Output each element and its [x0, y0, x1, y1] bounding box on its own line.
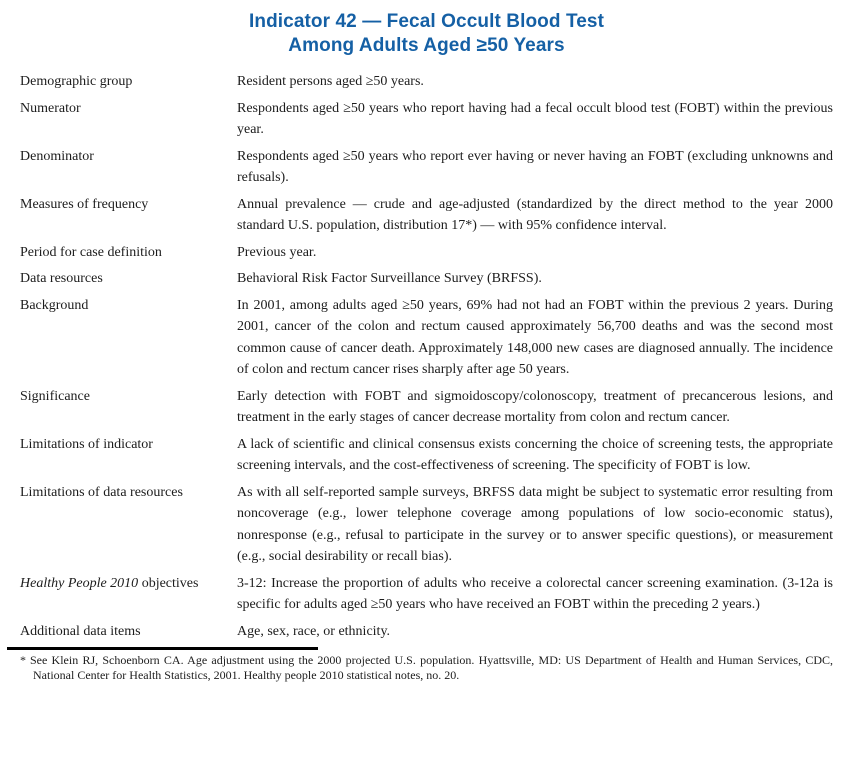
table-row-period-for-case-definition: [20, 242, 833, 264]
row-text: Respondents aged ≥50 years who report ever having or never having an FOBT (excluding unknowns and refusals).: [237, 148, 833, 185]
row-label: Denominator: [20, 148, 94, 164]
row-text: Respondents aged ≥50 years who report having had a fecal occult blood test (FOBT) within the previous year.: [237, 100, 833, 137]
title-line-2: Among Adults Aged ≥50 Years: [288, 35, 565, 56]
table-row-significance: [20, 386, 833, 429]
table-row-additional-data-items: [20, 621, 833, 643]
row-label: Background: [20, 297, 89, 313]
row-label: Limitations of data resources: [20, 484, 183, 500]
table-row-measures-of-frequency: [20, 194, 833, 237]
row-label: Numerator: [20, 100, 81, 116]
row-label: [20, 573, 237, 616]
table-row-demographic-group: [20, 71, 833, 93]
footnote-text: See Klein RJ, Schoenborn CA. Age adjustment using the 2000 projected U.S. population. Hyattsville, MD: US Department of Health and Human Services, CDC, National Center for Health Statistics, 2001. Healthy people 2010 statistical notes, no. 20.: [30, 653, 833, 682]
row-text: A lack of scientific and clinical consensus exists concerning the choice of screening tests, the appropriate screening intervals, and the cost-effectiveness of screening. The specificity of FOBT is low.: [237, 436, 833, 473]
footnote-marker: *: [20, 653, 26, 667]
table-row-denominator: [20, 146, 833, 189]
table-row-healthy-people-2010-objectives: [20, 573, 833, 616]
row-label: Significance: [20, 388, 90, 404]
row-label-italic-part: Healthy People 2010: [20, 575, 139, 591]
row-label: Measures of frequency: [20, 196, 149, 212]
table-row-data-resources: [20, 268, 833, 290]
row-label: Limitations of indicator: [20, 436, 153, 452]
table-row-numerator: [20, 98, 833, 141]
row-text: Annual prevalence — crude and age-adjusted (standardized by the direct method to the year 2000 standard U.S. population, distribution 17*) — with 95% confidence interval.: [237, 196, 833, 233]
row-text: In 2001, among adults aged ≥50 years, 69% had not had an FOBT within the previous 2 years. During 2001, cancer of the colon and rectum caused approximately 56,700 deaths and was the second most common cause of cancer death. Approximately 148,000 new cases are diagnosed annually. The incidence of colon and rectum cancer rises sharply after age 50 years.: [237, 297, 833, 377]
row-text: Previous year.: [237, 244, 317, 260]
footnote: [20, 653, 833, 682]
row-label: Demographic group: [20, 74, 133, 89]
title-line-1: Indicator 42 — Fecal Occult Blood Test: [248, 11, 605, 32]
page: [0, 10, 852, 682]
page-title: [20, 10, 833, 58]
table-row-background: [20, 295, 833, 381]
table-row-limitations-of-data-resources: [20, 482, 833, 568]
row-text: Resident persons aged ≥50 years.: [237, 74, 424, 89]
row-text: Early detection with FOBT and sigmoidoscopy/colonoscopy, treatment of precancerous lesions, and treatment in the early stages of cancer decrease mortality from colon and rectum cancer.: [237, 388, 833, 425]
row-label: Period for case definition: [20, 244, 162, 260]
row-text: Age, sex, race, or ethnicity.: [237, 623, 391, 639]
definition-table: [20, 71, 833, 642]
row-text: Behavioral Risk Factor Surveillance Survey (BRFSS).: [237, 271, 542, 286]
row-text: As with all self-reported sample surveys, BRFSS data might be subject to systematic error resulting from noncoverage (e.g., lower telephone coverage among populations of low socio-economic status), nonresponse (e.g., refusal to participate in the survey or to answer specific questions), or measurement (e.g., social desirability or recall bias).: [237, 484, 833, 564]
row-label: Data resources: [20, 271, 103, 286]
row-label: Additional data items: [20, 623, 141, 639]
table-row-limitations-of-indicator: [20, 434, 833, 477]
row-text: 3-12: Increase the proportion of adults who receive a colorectal cancer screening examination. (3-12a is specific for adults aged ≥50 years who have received an FOBT within the preceding 2 years.): [237, 575, 833, 612]
footnote-rule: [7, 647, 318, 650]
row-label-roman-part: objectives: [138, 575, 199, 591]
